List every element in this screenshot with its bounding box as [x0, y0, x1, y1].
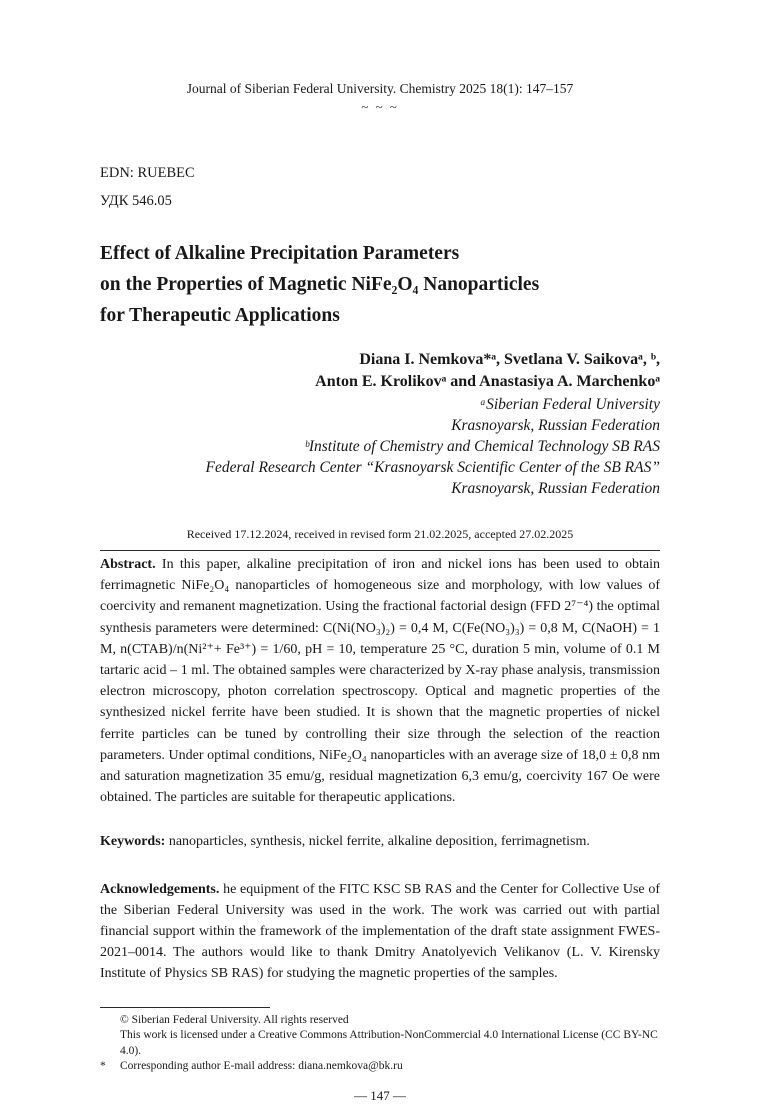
abstract-label: Abstract.	[100, 557, 156, 572]
tilde-divider: ~ ~ ~	[361, 99, 399, 114]
keywords-text: nanoparticles, synthesis, nickel ferrite, alkaline deposition, ferrimagnetism.	[165, 834, 590, 850]
affiliation-line-1: ᵃSiberian Federal University	[479, 396, 660, 413]
edn-code: EDN: RUEBEC	[100, 165, 195, 181]
article-title	[100, 238, 660, 331]
udk-code: УДК 546.05	[100, 193, 172, 209]
keywords-paragraph	[100, 831, 660, 852]
affiliations-block	[100, 394, 660, 499]
authors-block	[100, 349, 660, 392]
copyright-notice: © Siberian Federal University. All rights reserved	[120, 1013, 349, 1026]
license-notice: This work is licensed under a Creative Commons Attribution-NonCommercial 4.0 International License (CC BY-NC 4.0).	[120, 1029, 658, 1057]
affiliation-line-2: Krasnoyarsk, Russian Federation	[451, 417, 660, 434]
abstract-text: In this paper, alkaline precipitation of iron and nickel ions has been used to obtain ferrimagnetic NiFe₂O₄ nanoparticles of homogeneous size and morphology, with low values of coercivity and remanent magnetization. Using the fractional factorial design (FFD 2⁷⁻⁴) the optimal synthesis parameters were determined: C(Ni(NO₃)₂) = 0,4 M, C(Fe(NO₃)₃) = 0,8 M, C(NaOH) = 1 M, n(CTAB)/n(Ni²⁺+ Fe³⁺) = 1/60, pH = 10, temperature 25 °C, duration 5 min, volume of 0.1 M tartaric acid – 1 ml. The obtained samples were characterized by X-ray phase analysis, transmission electron microscopy, photon correlation spectroscopy. Optical and magnetic properties of the synthesized nickel ferrite have been studied. It is shown that the magnetic properties of nickel ferrite particles can be tuned by controlling their size through the selection of the reaction parameters. Under optimal conditions, NiFe₂O₄ nanoparticles with an average size of 18,0 ± 0,8 nm and saturation magnetization 35 emu/g, residual magnetization 6,3 emu/g, coercivity 167 Oe were obtained. The particles are suitable for therapeutic applications.	[100, 557, 660, 806]
acknowledgements-paragraph	[100, 879, 660, 985]
header-divider	[100, 550, 660, 551]
page-number: — 147 —	[354, 1087, 406, 1103]
article-title-line-1: Effect of Alkaline Precipitation Parameters	[100, 243, 460, 264]
journal-header: Journal of Siberian Federal University. Chemistry 2025 18(1): 147–157	[186, 81, 574, 96]
article-title-line-2: on the Properties of Magnetic NiFe₂O₄ Nanoparticles	[100, 274, 540, 295]
authors-line-1: Diana I. Nemkova*ᵃ, Svetlana V. Saikovaᵃ, ᵇ,	[359, 351, 660, 368]
affiliation-line-4: Federal Research Center “Krasnoyarsk Scientific Center of the SB RAS”	[205, 459, 660, 476]
footer-block	[100, 1013, 660, 1075]
authors-line-2: Anton E. Krolikovᵃ and Anastasiya A. Marchenkoᵃ	[315, 372, 660, 390]
footnote-divider	[100, 1007, 270, 1008]
affiliation-line-5: Krasnoyarsk, Russian Federation	[451, 480, 660, 497]
keywords-label: Keywords:	[100, 834, 166, 850]
footnote-asterisk: *	[100, 1060, 106, 1073]
corresponding-author-note	[100, 1059, 660, 1075]
acknowledgements-text: he equipment of the FITC KSC SB RAS and the Center for Collective Use of the Siberian Federal University was used in the work. The work was carried out with partial financial support within the framework of the implementation of the draft state assignment FWES-2021–0014. The authors would like to thank Dmitry Anatolyevich Velikanov (L. V. Kirensky Institute of Physics SB RAS) for studying the magnetic properties of the samples.	[100, 881, 660, 982]
corresponding-author-text: Corresponding author E-mail address: diana.nemkova@bk.ru	[120, 1060, 403, 1073]
article-title-line-3: for Therapeutic Applications	[100, 305, 340, 326]
received-dates: Received 17.12.2024, received in revised form 21.02.2025, accepted 27.02.2025	[186, 527, 574, 541]
abstract-paragraph	[100, 554, 660, 808]
affiliation-line-3: ᵇInstitute of Chemistry and Chemical Technology SB RAS	[304, 438, 660, 455]
acknowledgements-label: Acknowledgements.	[100, 881, 220, 897]
